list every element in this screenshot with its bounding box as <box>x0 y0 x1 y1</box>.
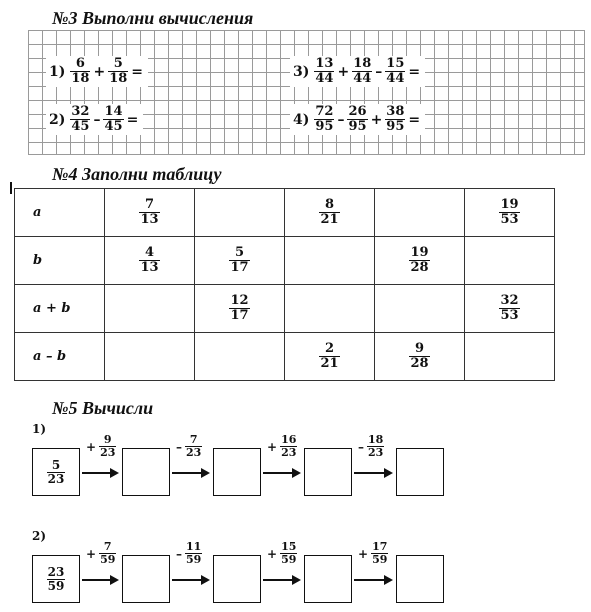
fraction <box>314 105 334 134</box>
numerator: 17 <box>372 540 388 553</box>
numerator: 7 <box>189 433 198 446</box>
numerator: 32 <box>500 293 519 308</box>
numerator: 26 <box>348 104 367 119</box>
table-row <box>15 333 555 381</box>
item-number: 1) <box>49 63 66 80</box>
table-cell-value <box>195 285 285 333</box>
fraction <box>280 541 297 566</box>
graph-paper-grid <box>28 30 585 155</box>
numerator: 9 <box>414 341 425 356</box>
numerator: 4 <box>144 245 155 260</box>
answer-box[interactable] <box>396 448 444 496</box>
fill-table <box>14 188 555 381</box>
numerator: 72 <box>315 104 334 119</box>
denominator: 13 <box>140 212 159 227</box>
equals-sign: = <box>408 63 421 80</box>
answer-box[interactable] <box>304 555 352 603</box>
numerator: 11 <box>186 540 202 553</box>
operator: + <box>93 63 106 80</box>
fraction <box>70 105 90 134</box>
numerator: 5 <box>51 457 61 472</box>
table-cell-empty[interactable] <box>105 333 195 381</box>
denominator: 23 <box>186 446 202 459</box>
fraction <box>229 246 249 275</box>
task3-heading: №3 Выполни вычисления <box>52 8 254 28</box>
fraction <box>385 57 405 86</box>
denominator: 59 <box>281 553 297 566</box>
answer-box[interactable] <box>122 448 170 496</box>
operation-label <box>86 434 117 459</box>
operator: – <box>93 111 101 128</box>
operation-label <box>267 541 298 566</box>
row-label: b <box>15 237 105 285</box>
answer-box[interactable] <box>396 555 444 603</box>
table-cell-empty[interactable] <box>195 189 285 237</box>
denominator: 45 <box>71 119 90 134</box>
denominator: 95 <box>386 119 405 134</box>
table-row <box>15 285 555 333</box>
numerator: 7 <box>144 197 155 212</box>
denominator: 23 <box>100 446 116 459</box>
denominator: 28 <box>410 356 429 371</box>
item-number: 4) <box>293 111 310 128</box>
operator: + <box>337 63 350 80</box>
operator: – <box>176 439 182 454</box>
numerator: 6 <box>75 56 85 71</box>
fraction <box>367 434 384 459</box>
numerator: 12 <box>230 293 249 308</box>
fraction <box>347 105 367 134</box>
table-cell-empty[interactable] <box>285 285 375 333</box>
fraction <box>139 246 159 275</box>
denominator: 59 <box>100 553 116 566</box>
denominator: 23 <box>281 446 297 459</box>
numerator: 7 <box>103 540 112 553</box>
arrow-icon <box>172 579 203 581</box>
operator: + <box>358 546 369 561</box>
operator: – <box>176 546 182 561</box>
operation-label <box>358 541 389 566</box>
numerator: 32 <box>71 104 90 119</box>
fraction <box>139 198 159 227</box>
denominator: 18 <box>71 71 90 86</box>
task5-heading: №5 Вычисли <box>52 398 154 418</box>
denominator: 28 <box>410 260 429 275</box>
table-cell-value <box>465 285 555 333</box>
fraction <box>103 105 123 134</box>
table-cell-value <box>465 189 555 237</box>
numerator: 5 <box>113 56 123 71</box>
expression-4 <box>290 104 425 135</box>
denominator: 59 <box>186 553 202 566</box>
operator: – <box>337 111 345 128</box>
answer-box[interactable] <box>122 555 170 603</box>
denominator: 23 <box>368 446 384 459</box>
arrow-icon <box>82 472 112 474</box>
numerator: 19 <box>500 197 519 212</box>
numerator: 16 <box>281 433 297 446</box>
denominator: 13 <box>140 260 159 275</box>
denominator: 23 <box>47 471 65 486</box>
numerator: 8 <box>324 197 335 212</box>
numerator: 14 <box>104 104 123 119</box>
fraction <box>70 57 90 86</box>
denominator: 95 <box>315 119 334 134</box>
operator: + <box>370 111 383 128</box>
table-cell-value <box>105 189 195 237</box>
fraction <box>280 434 297 459</box>
fraction <box>314 57 334 86</box>
fraction <box>108 57 128 86</box>
fraction <box>185 541 202 566</box>
numerator: 15 <box>281 540 297 553</box>
fraction <box>319 198 339 227</box>
denominator: 53 <box>500 308 519 323</box>
chain-label: 2) <box>32 529 47 543</box>
expression-3 <box>290 56 425 87</box>
table-cell-value <box>195 237 285 285</box>
table-cell-value <box>285 189 375 237</box>
operator: + <box>86 546 97 561</box>
numerator: 38 <box>386 104 405 119</box>
expression-1 <box>46 56 148 87</box>
fraction <box>99 434 116 459</box>
denominator: 21 <box>320 212 339 227</box>
operator: + <box>267 439 278 454</box>
denominator: 44 <box>353 71 372 86</box>
item-number: 3) <box>293 63 310 80</box>
numerator: 15 <box>386 56 405 71</box>
denominator: 45 <box>104 119 123 134</box>
row-label: a + b <box>15 285 105 333</box>
denominator: 59 <box>372 553 388 566</box>
fraction <box>385 105 405 134</box>
numerator: 5 <box>234 245 245 260</box>
arrow-icon <box>354 579 386 581</box>
table-cell-empty[interactable] <box>465 333 555 381</box>
denominator: 44 <box>386 71 405 86</box>
start-value-box <box>32 448 80 496</box>
item-number: 2) <box>49 111 66 128</box>
arrow-icon <box>263 579 294 581</box>
numerator: 19 <box>410 245 429 260</box>
denominator: 95 <box>348 119 367 134</box>
equals-sign: = <box>131 63 144 80</box>
fraction <box>499 294 519 323</box>
operation-label <box>86 541 117 566</box>
operator: – <box>375 63 383 80</box>
operation-label <box>358 434 385 459</box>
operation-label <box>176 541 203 566</box>
chain-label: 1) <box>32 422 47 436</box>
expression-2 <box>46 104 143 135</box>
table-cell-value <box>375 333 465 381</box>
fraction <box>47 566 66 593</box>
answer-box[interactable] <box>213 555 261 603</box>
table-cell-empty[interactable] <box>375 285 465 333</box>
denominator: 21 <box>320 356 339 371</box>
denominator: 17 <box>230 308 249 323</box>
fraction <box>99 541 116 566</box>
operator: – <box>358 439 364 454</box>
answer-box[interactable] <box>304 448 352 496</box>
fraction <box>499 198 519 227</box>
fraction <box>319 342 339 371</box>
arrow-icon <box>263 472 294 474</box>
table-cell-value <box>285 333 375 381</box>
fraction <box>409 246 429 275</box>
table-cell-empty[interactable] <box>285 237 375 285</box>
table-cell-value <box>105 237 195 285</box>
fraction <box>352 57 372 86</box>
table-cell-value <box>375 237 465 285</box>
numerator: 18 <box>353 56 372 71</box>
table-row <box>15 189 555 237</box>
equals-sign: = <box>126 111 139 128</box>
start-value-box <box>32 555 80 603</box>
numerator: 23 <box>47 564 65 579</box>
numerator: 9 <box>103 433 112 446</box>
equals-sign: = <box>408 111 421 128</box>
fraction <box>47 459 66 486</box>
answer-box[interactable] <box>213 448 261 496</box>
fraction <box>371 541 388 566</box>
fraction <box>409 342 429 371</box>
operation-label <box>267 434 298 459</box>
denominator: 59 <box>47 578 65 593</box>
task4-heading: №4 Заполни таблицу <box>52 164 222 184</box>
operator: + <box>86 439 97 454</box>
margin-mark <box>10 182 12 194</box>
table-row <box>15 237 555 285</box>
row-label: a – b <box>15 333 105 381</box>
denominator: 18 <box>109 71 128 86</box>
denominator: 44 <box>315 71 334 86</box>
arrow-icon <box>82 579 112 581</box>
numerator: 2 <box>324 341 335 356</box>
table-cell-empty[interactable] <box>465 237 555 285</box>
arrow-icon <box>172 472 203 474</box>
table-cell-empty[interactable] <box>195 333 285 381</box>
row-label: a <box>15 189 105 237</box>
fraction <box>229 294 249 323</box>
numerator: 18 <box>368 433 384 446</box>
denominator: 53 <box>500 212 519 227</box>
table-cell-empty[interactable] <box>375 189 465 237</box>
table-cell-empty[interactable] <box>105 285 195 333</box>
fraction <box>185 434 202 459</box>
numerator: 13 <box>315 56 334 71</box>
operation-label <box>176 434 203 459</box>
operator: + <box>267 546 278 561</box>
denominator: 17 <box>230 260 249 275</box>
arrow-icon <box>354 472 386 474</box>
